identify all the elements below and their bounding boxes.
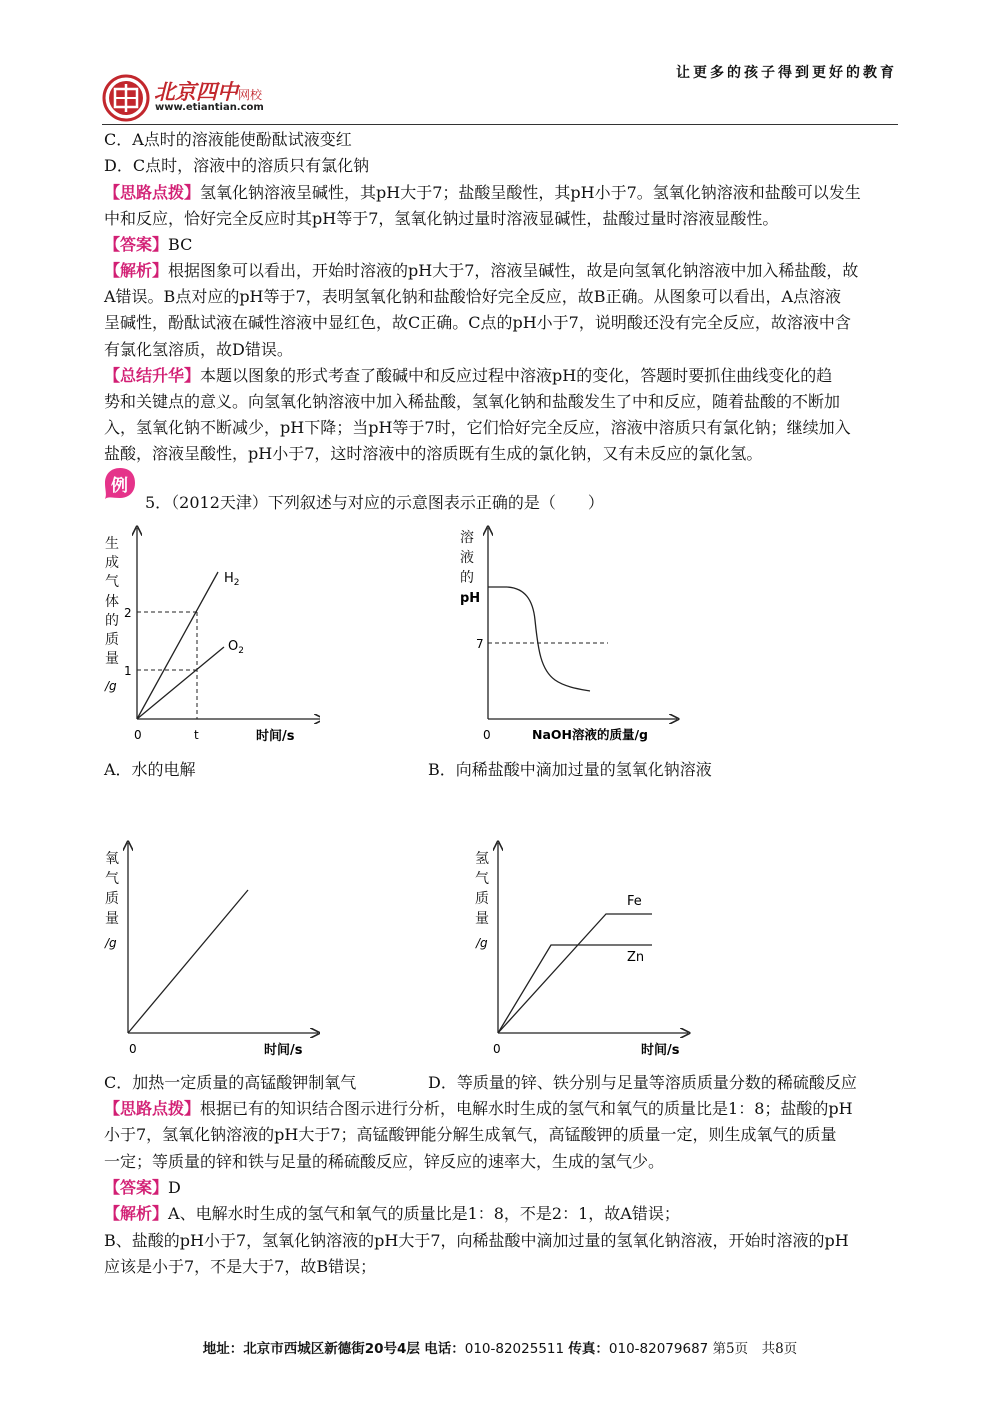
footer-fax-label: 传真： xyxy=(568,1341,609,1357)
chart-d-caption: D．等质量的锌、铁分别与足量等溶质质量分数的稀硫酸反应 xyxy=(428,1073,857,1092)
chart-c-yunit: /g xyxy=(105,936,117,950)
footer-address: 北京市西城区新德街20号4层 xyxy=(243,1341,420,1357)
chart-b-ylabel-char: 的 xyxy=(460,570,474,586)
logo-suffix: 网校 xyxy=(238,88,263,102)
chart-a-ylabel-char: 体 xyxy=(105,594,119,610)
chart-a-ylabel-char: 生 xyxy=(105,536,119,552)
chart-b xyxy=(455,520,685,755)
example-stem: 5．（2012天津）下列叙述与对应的示意图表示正确的是（ ） xyxy=(145,493,604,512)
prev-summary-line-2: 入，氢氧化钠不断减少，pH下降；当pH等于7时，它们恰好完全反应，溶液中溶质只有氯化钠；继续加入 xyxy=(104,418,851,437)
sol-hint-text-0: 根据已有的知识结合图示进行分析，电解水时生成的氢气和氧气的质量比是1：8；盐酸的pH xyxy=(200,1099,853,1118)
logo xyxy=(102,72,302,122)
footer-phone-label: 电话： xyxy=(424,1341,465,1357)
footer-fax: 010-82079687 xyxy=(608,1341,709,1357)
chart-d-origin: 0 xyxy=(493,1042,501,1056)
chart-d-xlabel: 时间/s xyxy=(641,1043,680,1058)
chart-d-yunit: /g xyxy=(476,936,488,950)
sol-answer-line xyxy=(104,1175,899,1201)
chart-a-tick-t: t xyxy=(194,728,199,742)
chart-a-h2-label: $H_2$ xyxy=(224,571,240,588)
chart-d-fe-label: Fe xyxy=(627,894,642,909)
prev-hint-text-0: 氢氧化钠溶液呈碱性，其pH大于7；盐酸呈酸性，其pH小于7。氢氧化钠溶液和盐酸可以发生 xyxy=(200,183,861,202)
header-slogan: 让更多的孩子得到更好的教育 xyxy=(676,65,897,81)
logo-name: 北京四中 xyxy=(154,80,238,104)
prev-option-d: D．C点时，溶液中的溶质只有氯化钠 xyxy=(104,156,370,175)
chart-b-xlabel: NaOH溶液的质量/g xyxy=(532,727,648,742)
chart-a-ylabel-char: 气 xyxy=(105,574,119,590)
footer-phone: 010-82025511 xyxy=(464,1341,565,1357)
prev-analysis-line-0 xyxy=(104,258,899,284)
example-badge xyxy=(103,466,137,500)
logo-url: www.etiantian.com xyxy=(155,102,264,113)
prev-answer-tag: 【答案】 xyxy=(104,235,169,254)
prev-summary-line-1: 势和关键点的意义。向氢氧化钠溶液中加入稀盐酸，氢氧化钠和盐酸发生了中和反应，随着盐酸的不断加 xyxy=(104,392,841,411)
prev-analysis-tag: 【解析】 xyxy=(104,261,169,280)
header-rule xyxy=(102,124,898,125)
prev-summary-line-3: 盐酸，溶液呈酸性，pH小于7，这时溶液中的溶质既有生成的氯化钠，又有未反应的氯化氢。 xyxy=(104,444,763,463)
sol-analysis-line-0 xyxy=(104,1201,899,1227)
chart-d-zn-label: Zn xyxy=(627,950,645,965)
chart-c-origin: 0 xyxy=(129,1042,137,1056)
chart-d-ylabel-char: 量 xyxy=(475,911,489,927)
prev-hint-line-1: 中和反应，恰好完全反应时其pH等于7，氢氧化钠过量时溶液显碱性，盐酸过量时溶液显酸性。 xyxy=(104,209,779,228)
sol-hint-line-1: 小于7，氢氧化钠溶液的pH大于7；高锰酸钾能分解生成氧气，高锰酸钾的质量一定，则生成氧气的质量 xyxy=(104,1125,837,1144)
chart-c-ylabel-char: 质 xyxy=(105,891,119,907)
chart-a-origin: 0 xyxy=(134,728,142,742)
chart-b-ph-curve xyxy=(488,587,590,691)
chart-a-ytick-2: 2 xyxy=(124,606,132,620)
sol-analysis-line-1: B、盐酸的pH小于7，氢氧化钠溶液的pH大于7，向稀盐酸中滴加过量的氢氧化钠溶液，开始时溶液的pH xyxy=(104,1231,849,1250)
chart-a-o2-label: $O_2$ xyxy=(228,639,244,656)
chart-a-ytick-1: 1 xyxy=(124,664,132,678)
prev-hint-tag: 【思路点拨】 xyxy=(104,183,201,202)
chart-c-o2-line xyxy=(128,890,248,1033)
sol-analysis-line-2: 应该是小于7，不是大于7，故B错误； xyxy=(104,1257,377,1276)
footer-address-label: 地址： xyxy=(202,1341,244,1357)
chart-b-ytick-7: 7 xyxy=(476,637,484,651)
prev-summary-tag: 【总结升华】 xyxy=(104,366,201,385)
chart-a-ylabel-char: 的 xyxy=(105,613,119,629)
logo-seal-icon xyxy=(102,74,150,122)
chart-a-ylabel-char: 量 xyxy=(105,651,119,667)
chart-a xyxy=(100,520,320,755)
prev-summary-line-0 xyxy=(104,363,899,389)
chart-b-origin: 0 xyxy=(483,728,491,742)
chart-a-ylabel-char: 质 xyxy=(105,632,119,648)
sol-analysis-text-0: A、电解水时生成的氢气和氧气的质量比是1：8，不是2：1，故A错误； xyxy=(168,1204,680,1223)
prev-answer: BC xyxy=(168,235,193,254)
prev-summary-text-0: 本题以图象的形式考查了酸碱中和反应过程中溶液pH的变化，答题时要抓住曲线变化的趋 xyxy=(200,366,833,385)
chart-c-ylabel-char: 量 xyxy=(105,911,119,927)
chart-d xyxy=(470,835,695,1060)
chart-a-yunit: /g xyxy=(105,679,117,693)
chart-c xyxy=(100,835,320,1060)
sol-answer-tag: 【答案】 xyxy=(104,1178,169,1197)
sol-hint-line-0 xyxy=(104,1096,899,1122)
sol-hint-line-2: 一定；等质量的锌和铁与足量的稀硫酸反应，锌反应的速率大，生成的氢气少。 xyxy=(104,1152,665,1171)
example-badge-label: 例 xyxy=(111,476,128,496)
chart-a-o2-line xyxy=(137,647,224,719)
prev-option-c: C．A点时的溶液能使酚酞试液变红 xyxy=(104,130,352,149)
chart-a-xlabel: 时间/s xyxy=(256,729,295,744)
chart-d-ylabel-char: 气 xyxy=(475,871,489,887)
chart-b-ylabel-ph: pH xyxy=(460,591,481,606)
chart-a-ylabel xyxy=(105,535,119,667)
chart-b-caption: B．向稀盐酸中滴加过量的氢氧化钠溶液 xyxy=(428,760,712,779)
prev-hint-line-0 xyxy=(104,180,899,206)
page-footer xyxy=(0,1337,1000,1357)
sol-hint-tag: 【思路点拨】 xyxy=(104,1099,201,1118)
chart-a-h2-line xyxy=(137,572,218,719)
prev-analysis-line-2: 呈碱性，酚酞试液在碱性溶液中显红色，故C正确。C点的pH小于7，说明酸还没有完全反应，故溶液中含 xyxy=(104,313,851,332)
prev-analysis-line-1: A错误。B点对应的pH等于7，表明氢氧化钠和盐酸恰好完全反应，故B正确。从图象可以看出，A点溶液 xyxy=(104,287,842,306)
footer-page-info: 第5页 共8页 xyxy=(712,1341,798,1357)
sol-answer: D xyxy=(168,1178,181,1197)
prev-answer-line xyxy=(104,232,899,258)
prev-analysis-line-3: 有氯化氢溶质，故D错误。 xyxy=(104,340,293,359)
chart-a-caption: A．水的电解 xyxy=(104,760,196,779)
sol-analysis-tag: 【解析】 xyxy=(104,1204,169,1223)
prev-analysis-text-0: 根据图象可以看出，开始时溶液的pH大于7，溶液呈碱性，故是向氢氧化钠溶液中加入稀盐酸，故 xyxy=(168,261,859,280)
chart-d-fe-line xyxy=(498,914,652,1033)
chart-d-ylabel-char: 质 xyxy=(475,891,489,907)
chart-b-ylabel-char: 液 xyxy=(460,550,474,566)
chart-c-ylabel-char: 气 xyxy=(105,871,119,887)
chart-a-ylabel-char: 成 xyxy=(105,555,119,571)
chart-d-ylabel-char: 氢 xyxy=(475,851,489,867)
chart-c-caption: C．加热一定质量的高锰酸钾制氧气 xyxy=(104,1073,357,1092)
chart-b-ylabel-char: 溶 xyxy=(460,530,474,546)
chart-c-ylabel-char: 氧 xyxy=(105,851,119,867)
chart-c-xlabel: 时间/s xyxy=(264,1043,303,1058)
